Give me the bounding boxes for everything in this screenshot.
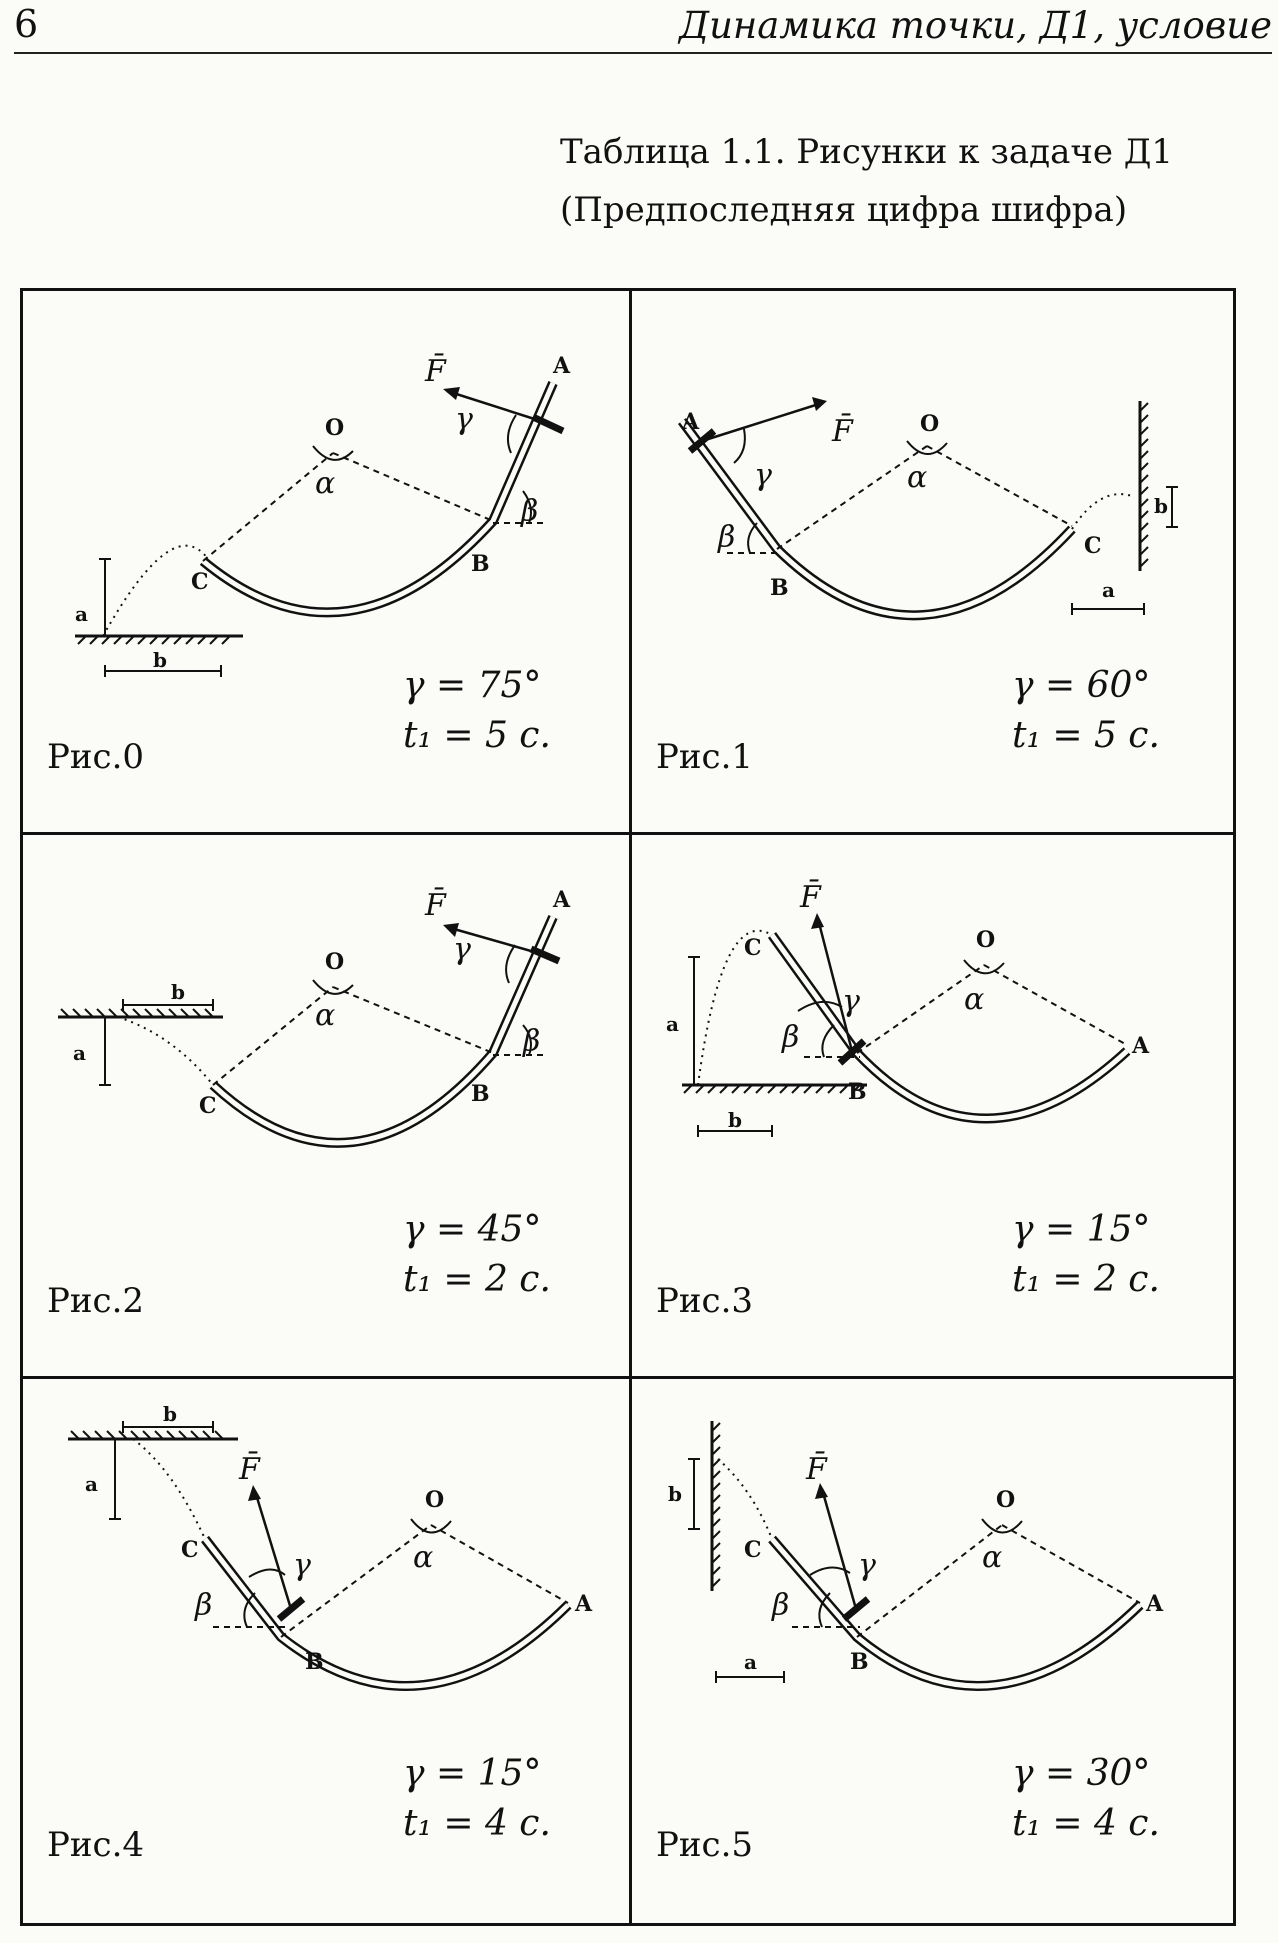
fig1-label-a: A xyxy=(682,409,700,435)
fig2-label-a: A xyxy=(553,887,571,913)
fig1-label-beta: β xyxy=(718,520,736,555)
figure-5-label: Рис.5 xyxy=(656,1825,754,1865)
fig5-label-b: B xyxy=(850,1649,869,1675)
fig0-label-c: C xyxy=(191,569,209,595)
fig1-label-c: C xyxy=(1084,533,1102,559)
figure-1-label: Рис.1 xyxy=(656,737,754,777)
fig2-label-alpha: α xyxy=(315,998,336,1033)
figure-4 xyxy=(23,1379,629,1923)
fig4-label-a: A xyxy=(575,1591,593,1617)
figure-2-gamma: γ = 45° xyxy=(403,1209,542,1250)
fig0-label-force: F̄ xyxy=(425,354,446,389)
fig3-dim-b: b xyxy=(728,1108,742,1132)
fig5-label-beta: β xyxy=(772,1588,790,1623)
table-title: Таблица 1.1. Рисунки к задаче Д1 xyxy=(560,132,1174,172)
fig0-label-o: O xyxy=(325,415,345,441)
figure-3 xyxy=(632,835,1238,1379)
table-subtitle: (Предпоследняя цифра шифра) xyxy=(560,190,1128,230)
fig0-dim-b: b xyxy=(153,648,167,672)
fig4-label-force: F̄ xyxy=(239,1452,260,1487)
fig2-label-force: F̄ xyxy=(425,888,446,923)
figure-0-gamma: γ = 75° xyxy=(403,665,542,706)
fig3-dim-a: a xyxy=(666,1012,679,1036)
figure-grid xyxy=(20,288,1236,1926)
fig0-dim-a: a xyxy=(75,602,88,626)
fig5-label-force: F̄ xyxy=(806,1452,827,1487)
fig3-label-a: A xyxy=(1132,1033,1150,1059)
figure-2 xyxy=(23,835,629,1379)
figure-5-gamma: γ = 30° xyxy=(1012,1753,1151,1794)
fig2-dim-a: a xyxy=(73,1041,86,1065)
fig4-label-gamma: γ xyxy=(293,1548,311,1583)
fig1-label-alpha: α xyxy=(907,460,928,495)
running-title: Динамика точки, Д1, условие xyxy=(678,4,1272,47)
fig3-label-beta: β xyxy=(782,1020,800,1055)
page-number: 6 xyxy=(14,2,39,46)
figure-4-label: Рис.4 xyxy=(47,1825,145,1865)
fig0-label-alpha: α xyxy=(315,466,336,501)
fig2-label-c: C xyxy=(199,1093,217,1119)
fig3-label-alpha: α xyxy=(964,982,985,1017)
fig2-label-beta: β xyxy=(523,1024,541,1059)
fig4-label-beta: β xyxy=(195,1588,213,1623)
fig2-label-o: O xyxy=(325,949,345,975)
figure-3-label: Рис.3 xyxy=(656,1281,754,1321)
fig4-label-c: C xyxy=(181,1537,199,1563)
fig2-label-b: B xyxy=(471,1081,490,1107)
figure-0 xyxy=(23,291,629,835)
fig0-label-a: A xyxy=(553,353,571,379)
fig1-dim-b: b xyxy=(1154,494,1168,518)
fig0-label-gamma: γ xyxy=(455,402,473,437)
fig3-label-c: C xyxy=(744,935,762,961)
fig4-label-alpha: α xyxy=(413,1540,434,1575)
fig2-dim-b: b xyxy=(171,980,185,1004)
fig1-label-b: B xyxy=(770,575,789,601)
header-rule xyxy=(14,52,1272,54)
figure-1-gamma: γ = 60° xyxy=(1012,665,1151,706)
figure-4-t1: t₁ = 4 c. xyxy=(403,1803,551,1844)
fig5-label-gamma: γ xyxy=(858,1548,876,1583)
figure-5 xyxy=(632,1379,1238,1923)
fig5-label-o: O xyxy=(996,1487,1016,1513)
fig4-label-b: B xyxy=(305,1649,324,1675)
fig4-dim-a: a xyxy=(85,1472,98,1496)
fig4-label-o: O xyxy=(425,1487,445,1513)
figure-3-t1: t₁ = 2 c. xyxy=(1012,1259,1160,1300)
fig1-label-force: F̄ xyxy=(832,414,853,449)
fig3-label-o: O xyxy=(976,927,996,953)
fig5-label-c: C xyxy=(744,1537,762,1563)
fig5-dim-b: b xyxy=(668,1482,682,1506)
figure-0-label: Рис.0 xyxy=(47,737,145,777)
fig5-label-a: A xyxy=(1146,1591,1164,1617)
fig2-label-gamma: γ xyxy=(453,932,471,967)
figure-5-t1: t₁ = 4 c. xyxy=(1012,1803,1160,1844)
figure-1 xyxy=(632,291,1238,835)
fig0-label-beta: β xyxy=(521,494,539,529)
figure-2-t1: t₁ = 2 c. xyxy=(403,1259,551,1300)
figure-0-t1: t₁ = 5 c. xyxy=(403,715,551,756)
figure-1-t1: t₁ = 5 c. xyxy=(1012,715,1160,756)
fig1-dim-a: a xyxy=(1102,578,1115,602)
fig4-dim-b: b xyxy=(163,1402,177,1426)
fig5-label-alpha: α xyxy=(982,1540,1003,1575)
fig0-label-b: B xyxy=(471,551,490,577)
fig1-label-gamma: γ xyxy=(754,458,772,493)
fig3-label-force: F̄ xyxy=(800,880,821,915)
fig3-label-gamma: γ xyxy=(842,984,860,1019)
figure-4-gamma: γ = 15° xyxy=(403,1753,542,1794)
figure-3-gamma: γ = 15° xyxy=(1012,1209,1151,1250)
fig1-label-o: O xyxy=(920,411,940,437)
fig3-label-b: B xyxy=(848,1079,867,1105)
fig5-dim-a: a xyxy=(744,1650,757,1674)
figure-2-label: Рис.2 xyxy=(47,1281,145,1321)
